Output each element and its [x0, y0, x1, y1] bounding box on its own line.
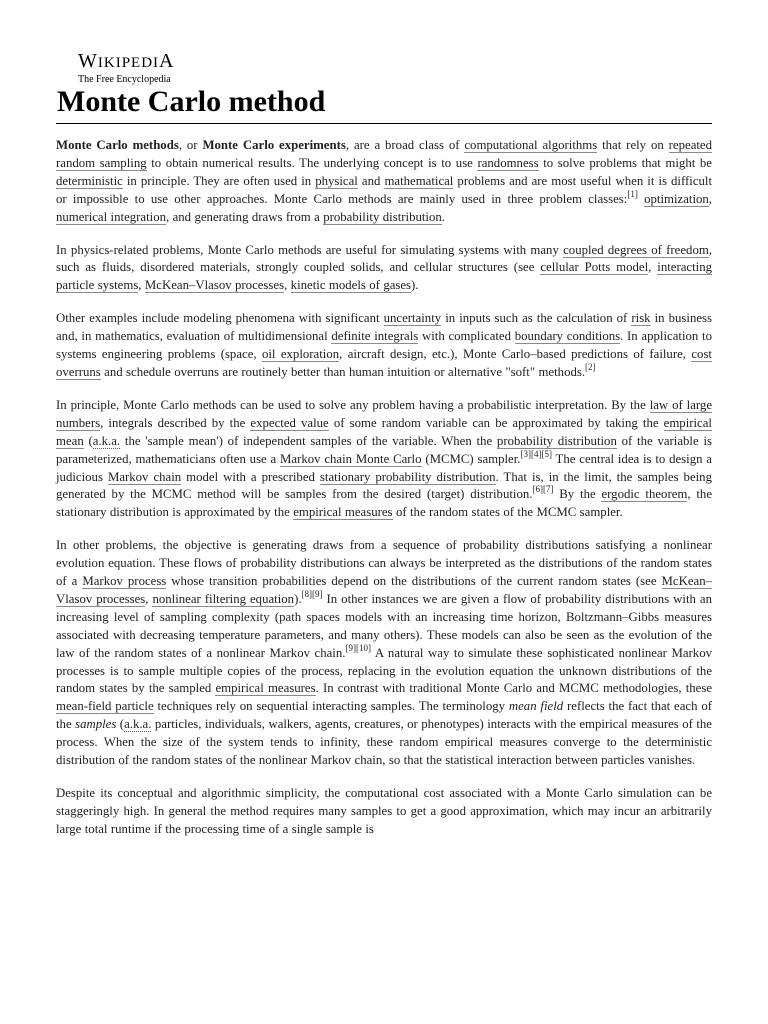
text-run: The central idea is to design a judicious — [56, 451, 712, 484]
wiki-link[interactable]: uncertainty — [383, 311, 442, 326]
text-run: model with a prescribed — [181, 469, 320, 484]
text-run: ). — [411, 278, 419, 293]
text-run: and — [357, 173, 385, 188]
wiki-link[interactable]: empirical measures — [215, 681, 316, 696]
wiki-link[interactable]: definite integrals — [331, 329, 419, 344]
citation-ref[interactable]: [9][10] — [345, 642, 371, 653]
wiki-link[interactable]: ergodic theorem — [601, 487, 688, 502]
text-run: in principle. They are often used in — [122, 173, 316, 188]
wiki-link[interactable]: stationary probability distribution — [319, 469, 496, 484]
citation-ref[interactable]: [2] — [585, 361, 596, 372]
text-run: the 'sample mean') of independent samples of the variable. When the — [120, 433, 497, 448]
citation-ref[interactable]: [3][4][5] — [520, 448, 552, 459]
wiki-link[interactable]: McKean–Vlasov processes — [144, 278, 285, 293]
text-run: to solve problems that might be — [538, 155, 712, 170]
text-run: . In application to systems engineering problems (space, — [56, 329, 712, 362]
page-title: Monte Carlo method — [57, 85, 326, 118]
text-run: In principle, Monte Carlo methods can be used to solve any problem having a probabilistic interpretation. By the — [56, 397, 650, 412]
text-run: techniques rely on sequential interacting samples. The terminology — [153, 699, 509, 714]
text-run: . That is, in the limit, the samples being generated by the MCMC method will be samples from the desired (target) distribution. — [56, 469, 712, 502]
wiki-link[interactable]: kinetic models of gases — [290, 278, 412, 293]
text-run: of the variable is parameterized, mathematicians often use a — [56, 433, 712, 466]
wiki-link[interactable]: oil exploration — [261, 347, 340, 362]
text-run: In physics-related problems, Monte Carlo methods are useful for simulating systems with many — [56, 242, 564, 257]
article-paragraph — [56, 242, 712, 296]
text-run: problems and are most useful when it is difficult or impossible to use other approaches. Monte Carlo methods are mainly used in three problem classes: — [56, 173, 713, 206]
text-run: , such as fluids, disordered materials, strongly coupled solids, and cellular structures (see — [56, 242, 712, 275]
text-run: and schedule overruns are routinely better than human intuition or alternative "soft" methods. — [100, 364, 586, 379]
article-paragraph — [56, 137, 712, 227]
text-run: particles, individuals, walkers, agents, creatures, or phenotypes) interacts with the empirical measures of the process. When the size of the system tends to infinity, these random empirical measures converge to the deterministic distribution of the random states of the nonlinear Markov chain, so that the statistical interaction between particles vanishes. — [56, 717, 712, 768]
text-run: , the stationary distribution is approximated by the — [56, 487, 713, 520]
wiki-link[interactable]: optimization — [644, 191, 709, 206]
abbreviation: a.k.a. — [92, 433, 121, 448]
text-run: (MCMC) sampler. — [421, 451, 521, 466]
text-run: In other instances we are given a flow of probability distributions with an increasing level of sampling complexity (path spaces models with an increasing time horizon, Boltzmann–Gibbs measures associated with decreasing temperature parameters, and many others). These models can also be seen as the evolution of the law of the random states of a nonlinear Markov chain. — [56, 591, 712, 660]
italic-term: mean field — [508, 699, 564, 714]
text-run: , — [648, 260, 658, 275]
wiki-link[interactable]: Markov chain — [107, 469, 182, 484]
wiki-link[interactable]: cellular Potts model — [540, 260, 649, 275]
text-run: , or — [178, 138, 203, 152]
wiki-link[interactable]: Markov chain Monte Carlo — [280, 451, 422, 466]
article-paragraph — [56, 785, 712, 839]
text-run: ( — [83, 433, 93, 448]
text-run: reflects the fact that each of the — [56, 699, 712, 732]
wiki-link[interactable]: empirical measures — [293, 505, 393, 520]
text-run: Despite its conceptual and algorithmic simplicity, the computational cost associated with a Monte Carlo simulation can be staggeringly high. In general the method requires many samples to get a good approximation, which may incur an arbitrarily large total runtime if the processing time of a single sample is — [56, 786, 712, 836]
wiki-link[interactable]: interacting particle systems — [56, 260, 712, 293]
wiki-link[interactable]: nonlinear filtering equation — [152, 591, 295, 606]
text-run: , integrals described by the — [100, 415, 251, 430]
wiki-link[interactable]: empirical mean — [56, 415, 712, 448]
wikipedia-tagline: The Free Encyclopedia — [78, 74, 171, 85]
wiki-link[interactable]: mathematical — [384, 173, 454, 188]
wiki-link[interactable]: cost overruns — [56, 347, 712, 379]
wiki-link[interactable]: probability distribution — [323, 209, 442, 224]
text-run: . — [441, 209, 445, 224]
wiki-link[interactable]: Markov process — [82, 574, 167, 589]
text-run: A natural way to simulate these sophisticated nonlinear Markov processes is to sample multiple copies of the process, replacing in the evolution equation the unknown distributions of the random states by the sampled — [56, 645, 712, 696]
wiki-link[interactable]: probability distribution — [496, 433, 617, 448]
wiki-link[interactable]: coupled degrees of freedom — [563, 242, 709, 257]
text-run: that rely on — [597, 138, 669, 152]
article-paragraph — [56, 397, 712, 522]
wikipedia-wordmark: WIKIPEDIA — [78, 50, 175, 72]
wiki-link[interactable]: boundary conditions — [514, 329, 621, 344]
wiki-link[interactable]: risk — [631, 311, 651, 326]
text-run: to obtain numerical results. The underlying concept is to use — [146, 155, 478, 170]
wiki-link[interactable]: repeated — [668, 138, 713, 152]
wiki-link[interactable]: mean-field particle — [56, 699, 154, 714]
article-paragraph — [56, 537, 712, 770]
text-run: . In contrast with traditional Monte Carlo and MCMC methodologies, these — [315, 681, 712, 696]
text-run: In other problems, the objective is generating draws from a sequence of probability distributions satisfying a nonlinear evolution equation. These flows of probability distributions can always be interpreted as the distributions of the random states of a — [56, 538, 712, 589]
wiki-link[interactable]: physical — [315, 173, 358, 188]
wiki-link[interactable]: McKean–Vlasov processes — [56, 574, 713, 606]
article-paragraph — [56, 310, 712, 382]
text-run: , — [145, 591, 153, 606]
wiki-link[interactable]: law of large numbers — [56, 397, 713, 430]
text-run: ). — [294, 591, 302, 606]
text-run: of some random variable can be approximated by taking the — [328, 415, 664, 430]
citation-ref[interactable]: [8][9] — [301, 588, 323, 599]
wikipedia-logo[interactable] — [78, 50, 175, 86]
text-run: , aircraft design, etc.), Monte Carlo–based predictions of failure, — [339, 347, 692, 362]
text-run: , are a broad class of — [345, 138, 465, 152]
wiki-link[interactable]: deterministic — [56, 173, 123, 188]
citation-ref[interactable]: [1] — [627, 188, 638, 199]
wiki-link[interactable]: expected value — [250, 415, 329, 430]
citation-ref[interactable]: [6][7] — [532, 484, 554, 495]
article-body — [56, 137, 712, 854]
text-run: in business and, in mathematics, evaluation of multidimensional — [56, 311, 713, 344]
text-run: , — [284, 278, 291, 293]
bold-term: Monte Carlo methods — [56, 138, 179, 152]
wiki-link[interactable]: random sampling — [56, 155, 147, 170]
text-run: Other examples include modeling phenomena with significant — [56, 311, 384, 326]
bold-term: Monte Carlo experiments — [202, 138, 346, 152]
text-run: , — [138, 278, 145, 293]
text-run: ( — [116, 717, 125, 732]
wiki-link[interactable]: computational algorithms — [464, 138, 598, 152]
text-run: of the random states of the MCMC sampler. — [392, 505, 623, 520]
text-run: , and generating draws from a — [166, 209, 324, 224]
text-run: whose transition probabilities depend on the distributions of the current random states (see — [166, 574, 662, 589]
wiki-link[interactable]: numerical integration — [56, 209, 166, 224]
text-run: in inputs such as the calculation of — [441, 311, 632, 326]
italic-term: samples — [75, 717, 117, 732]
text-run: By the — [553, 487, 602, 502]
text-run: with complicated — [418, 329, 515, 344]
text-run: , — [708, 191, 712, 206]
title-divider — [56, 123, 712, 124]
abbreviation: a.k.a. — [124, 717, 152, 732]
wiki-link[interactable]: randomness — [477, 155, 539, 170]
